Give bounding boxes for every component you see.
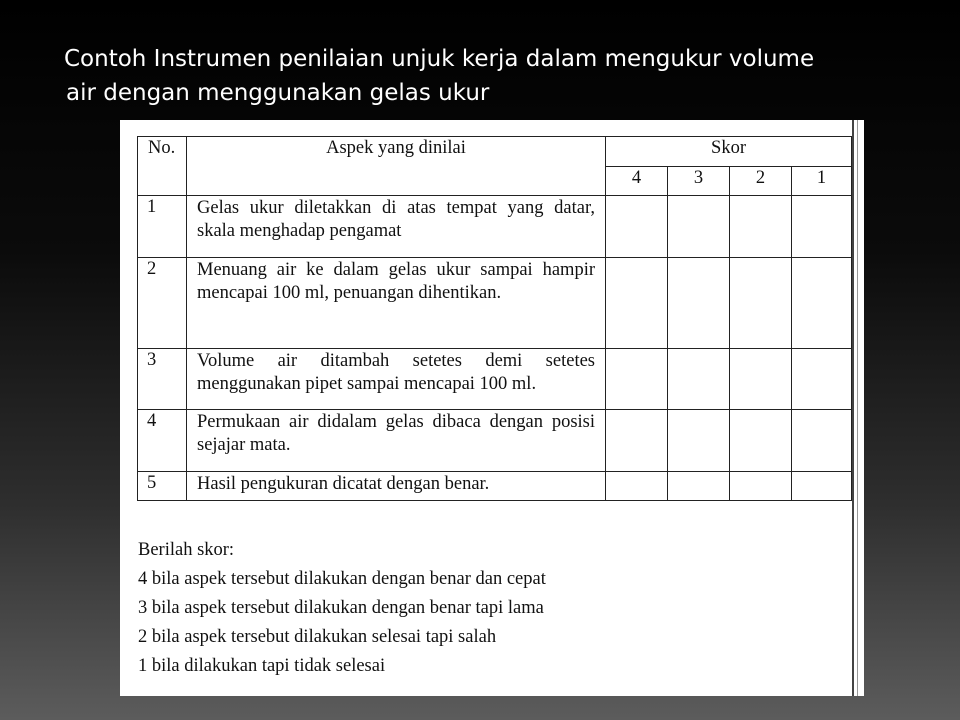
header-aspect: Aspek yang dinilai — [187, 137, 606, 196]
page-border-line — [852, 120, 854, 696]
score-cell — [730, 349, 792, 410]
notes-item: 2 bila aspek tersebut dilakukan selesai tapi salah — [138, 627, 497, 647]
score-cell — [792, 258, 852, 349]
score-cell — [668, 349, 730, 410]
score-cell — [792, 349, 852, 410]
table-row — [138, 349, 852, 410]
score-cell — [730, 196, 792, 258]
row-number: 5 — [138, 472, 187, 501]
score-cell — [606, 258, 668, 349]
notes-item: 4 bila aspek tersebut dilakukan dengan benar dan cepat — [138, 569, 546, 589]
score-column-header: 2 — [730, 167, 792, 196]
score-cell — [606, 196, 668, 258]
score-cell — [668, 258, 730, 349]
score-cell — [792, 410, 852, 472]
page-border-line — [857, 120, 858, 696]
row-number: 2 — [138, 258, 187, 349]
row-aspect: Menuang air ke dalam gelas ukur sampai hampir mencapai 100 ml, penuangan dihentikan. — [187, 258, 606, 349]
table-row — [138, 472, 852, 501]
score-cell — [792, 472, 852, 501]
score-column-header: 1 — [792, 167, 852, 196]
assessment-table — [137, 136, 852, 501]
row-aspect: Hasil pengukuran dicatat dengan benar. — [187, 472, 606, 501]
notes-item: 3 bila aspek tersebut dilakukan dengan benar tapi lama — [138, 598, 544, 618]
slide-title-line-1: Contoh Instrumen penilaian unjuk kerja dalam mengukur volume — [64, 46, 815, 72]
score-cell — [668, 410, 730, 472]
notes-item: 1 bila dilakukan tapi tidak selesai — [138, 656, 386, 676]
row-number: 3 — [138, 349, 187, 410]
header-score: Skor — [606, 137, 852, 167]
score-cell — [792, 196, 852, 258]
header-no: No. — [138, 137, 187, 196]
score-cell — [606, 472, 668, 501]
score-cell — [606, 349, 668, 410]
table-row — [138, 196, 852, 258]
scoring-notes — [138, 536, 738, 681]
slide-title — [64, 42, 934, 110]
row-number: 1 — [138, 196, 187, 258]
score-cell — [730, 472, 792, 501]
notes-heading: Berilah skor: — [138, 540, 235, 560]
score-column-header: 3 — [668, 167, 730, 196]
slide-title-line-2: air dengan menggunakan gelas ukur — [66, 80, 490, 106]
score-column-header: 4 — [606, 167, 668, 196]
score-cell — [668, 196, 730, 258]
score-cell — [606, 410, 668, 472]
score-cell — [730, 258, 792, 349]
score-cell — [668, 472, 730, 501]
table-row — [138, 410, 852, 472]
row-aspect: Gelas ukur diletakkan di atas tempat yang datar, skala menghadap pengamat — [187, 196, 606, 258]
document-image — [120, 120, 864, 696]
table-row — [138, 258, 852, 349]
score-cell — [730, 410, 792, 472]
row-number: 4 — [138, 410, 187, 472]
row-aspect: Permukaan air didalam gelas dibaca dengan posisi sejajar mata. — [187, 410, 606, 472]
row-aspect: Volume air ditambah setetes demi setetes menggunakan pipet sampai mencapai 100 ml. — [187, 349, 606, 410]
